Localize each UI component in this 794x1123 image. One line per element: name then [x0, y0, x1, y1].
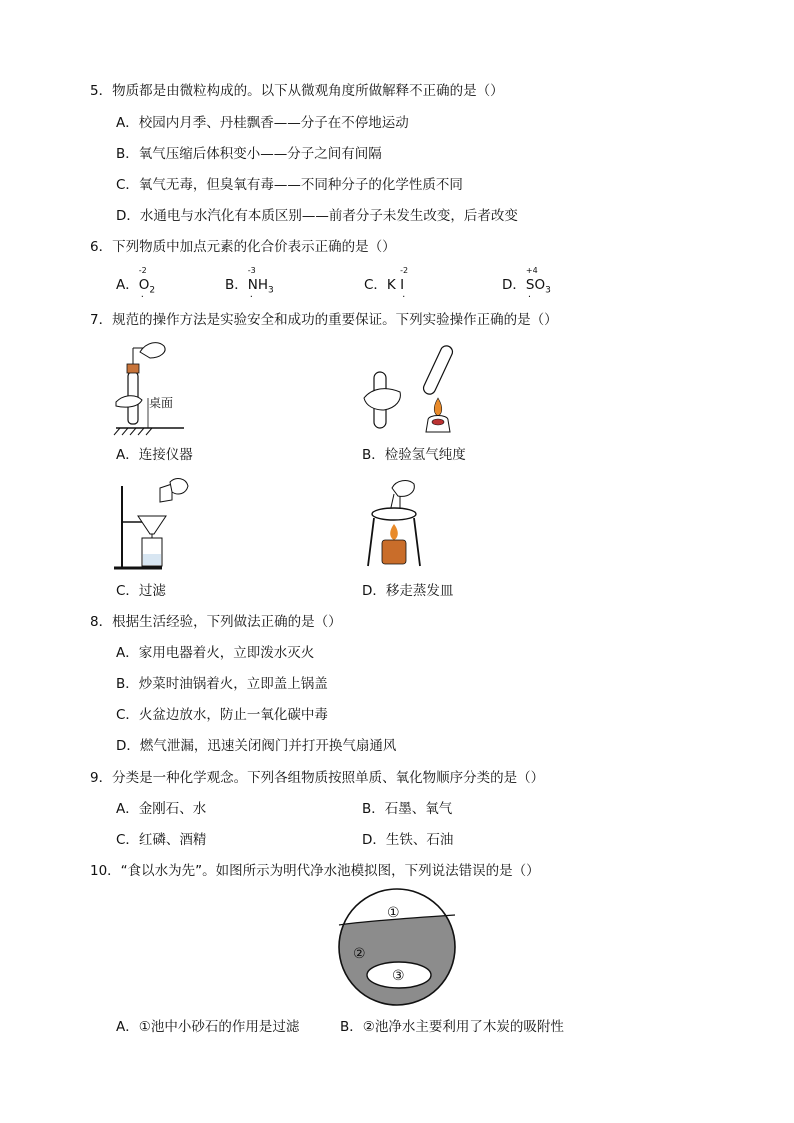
q6-option-c-valence: -2: [400, 266, 409, 275]
emphasis-dot-icon: ·: [140, 292, 144, 303]
q6-option-b-rest: H: [257, 277, 269, 293]
q6-option-d-dotted-element: [525, 266, 538, 303]
q5-option-c: C．氧气无毒，但臭氧有毒——不同种分子的化学性质不同: [116, 177, 463, 193]
q10-stem: 10．“食以水为先”。如图所示为明代净水池模拟图，下列说法错误的是（）: [90, 863, 540, 879]
q9-option-a: A．金刚石、水: [116, 801, 207, 817]
q5-stem: 5．物质都是由微粒构成的。以下从微观角度所做解释不正确的是（）: [90, 83, 504, 99]
q6-stem: 6．下列物质中加点元素的化合价表示正确的是（）: [90, 239, 396, 255]
q9-stem: 9．分类是一种化学观念。下列各组物质按照单质、氧化物顺序分类的是（）: [90, 770, 545, 786]
emphasis-dot-icon: ·: [402, 292, 406, 303]
q6-option-a-element: O: [138, 277, 150, 293]
q8-option-b: B．炒菜时油锅着火，立即盖上锅盖: [116, 676, 328, 692]
q9-option-d: D．生铁、石油: [362, 832, 454, 848]
q6-option-d: [502, 266, 551, 303]
q7-option-b: B．检验氢气纯度: [362, 447, 466, 463]
q8-option-c: C．火盆边放水，防止一氧化碳中毒: [116, 707, 328, 723]
pool-label-3: ③: [392, 968, 405, 984]
q10-option-b: B．②池净水主要利用了木炭的吸附性: [340, 1019, 564, 1035]
q6-option-b-dotted-element: [247, 266, 258, 303]
q8-option-a: A．家用电器着火，立即泼水灭火: [116, 645, 315, 661]
q6-option-c-element: I: [400, 277, 405, 293]
q9-option-b: B．石墨、氧气: [362, 801, 453, 817]
emphasis-dot-icon: ·: [249, 292, 253, 303]
fig-connect-apparatus: [110, 338, 190, 438]
q7-option-c: C．过滤: [116, 583, 166, 599]
q7-option-d: D．移走蒸发皿: [362, 583, 454, 599]
pool-label-2: ②: [353, 946, 366, 962]
pool-label-1: ①: [387, 905, 400, 921]
q6-option-c-letter: C．K: [364, 277, 401, 293]
q6-option-d-valence: +4: [525, 266, 538, 275]
q8-stem: 8．根据生活经验，下列做法正确的是（）: [90, 614, 342, 630]
emphasis-dot-icon: ·: [527, 292, 532, 303]
q7-option-a: A．连接仪器: [116, 447, 193, 463]
q6-option-b: [225, 266, 274, 303]
q7-stem: 7．规范的操作方法是实验安全和成功的重要保证。下列实验操作正确的是（）: [90, 312, 558, 328]
q9-option-c: C．红磷、酒精: [116, 832, 207, 848]
q6-option-c-dotted-element: [400, 266, 409, 303]
q6-option-a: [116, 266, 156, 303]
q6-option-d-subscript: 3: [545, 285, 551, 296]
q6-option-b-subscript: 3: [268, 285, 274, 296]
q10-option-a: A．①池中小砂石的作用是过滤: [116, 1019, 300, 1035]
q6-option-b-element: N: [247, 277, 258, 293]
q5-option-a: A．校园内月季、丹桂飘香——分子在不停地运动: [116, 115, 409, 131]
q6-option-a-dotted-element: [138, 266, 150, 303]
q6-option-a-valence: -2: [138, 266, 147, 275]
fig-evaporating-dish: [364, 476, 444, 572]
q6-option-b-valence: -3: [247, 266, 256, 275]
desk-label: 桌面: [149, 396, 174, 410]
q6-option-a-letter: A．: [116, 277, 139, 293]
q6-option-d-letter: D．: [502, 277, 526, 293]
fig-filtration: [112, 476, 192, 572]
q8-option-d: D．燃气泄漏，迅速关闭阀门并打开换气扇通风: [116, 738, 397, 754]
q6-option-b-letter: B．: [225, 277, 248, 293]
q6-option-d-rest: O: [534, 277, 546, 293]
q5-option-b: B．氧气压缩后体积变小——分子之间有间隔: [116, 146, 382, 162]
fig-hydrogen-purity: [362, 340, 472, 440]
q6-option-a-subscript: 2: [149, 285, 156, 296]
q6-option-c: [364, 266, 409, 303]
q6-option-d-element: S: [525, 277, 535, 293]
q5-option-d: D．水通电与水汽化有本质区别——前者分子未发生改变，后者改变: [116, 208, 518, 224]
